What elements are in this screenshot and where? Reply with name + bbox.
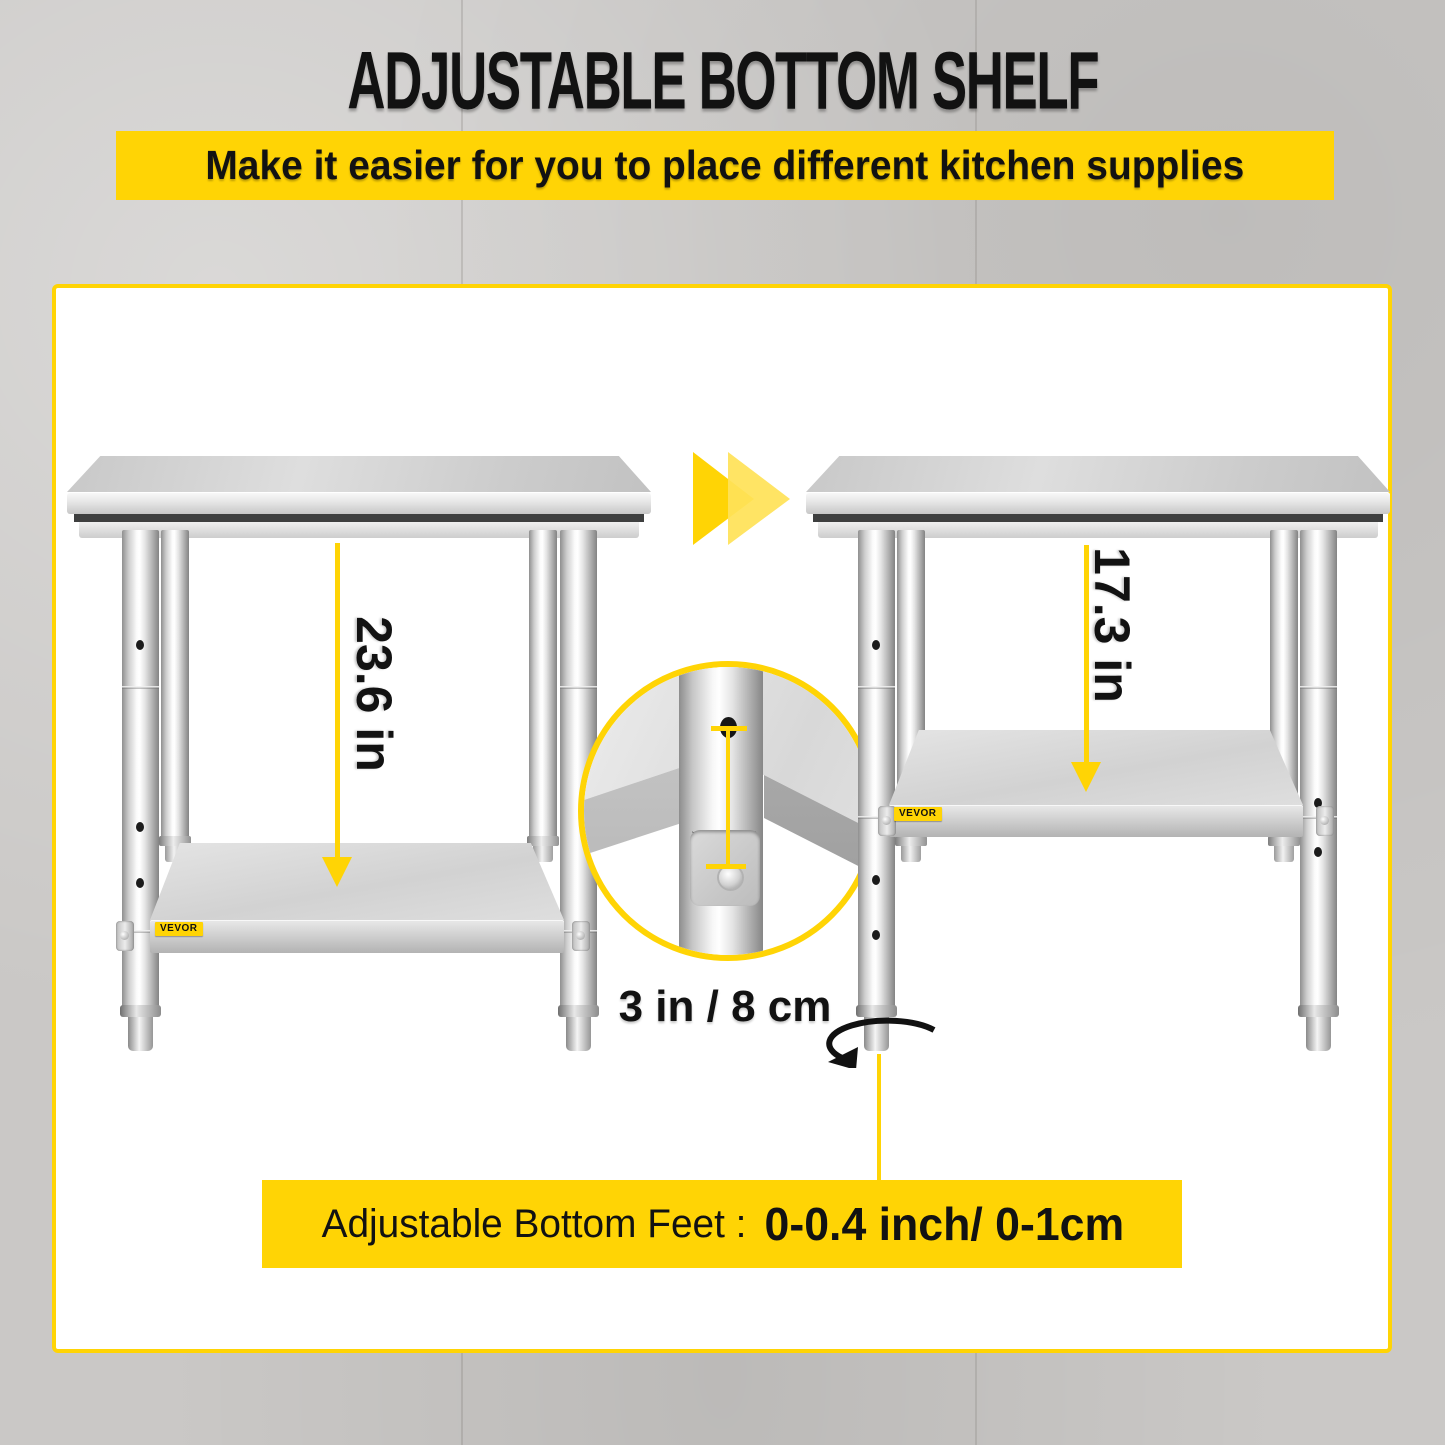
vevor-badge: VEVOR (894, 807, 942, 821)
leg-foot (128, 1017, 153, 1051)
table-leg-back-left (161, 530, 189, 838)
height-label-left: 23.6 in (346, 616, 402, 772)
table-leg-back-right (529, 530, 557, 838)
leg-collar (120, 1005, 161, 1017)
tabletop-trim (813, 514, 1383, 522)
shelf-clamp (116, 921, 134, 951)
height-label-right: 17.3 in (1084, 547, 1140, 703)
inset-gauge-tick-bottom (706, 864, 746, 869)
inset-leg-pole (679, 667, 763, 955)
vevor-badge: VEVOR (155, 922, 203, 936)
leg-collar (895, 836, 927, 846)
adjustment-hole (136, 822, 144, 832)
inset-gauge-line (726, 729, 730, 867)
adjustment-hole (872, 875, 880, 885)
feet-value: 0-0.4 inch/ 0-1cm (764, 1198, 1124, 1250)
inset-gauge-tick-top (711, 726, 747, 731)
leg-foot (901, 846, 921, 862)
adjustment-hole (872, 930, 880, 940)
foot-drop-line (877, 1054, 881, 1182)
tabletop-surface (67, 456, 651, 492)
tabletop-edge (67, 492, 651, 514)
tabletop-trim (74, 514, 644, 522)
page-title: ADJUSTABLE BOTTOM SHELF (347, 35, 1098, 126)
feet-label: Adjustable Bottom Feet : (321, 1201, 747, 1246)
adjustment-hole (1314, 847, 1322, 857)
adjustment-hole (136, 878, 144, 888)
adjustment-hole (872, 640, 880, 650)
bottom-shelf-edge (150, 920, 564, 953)
arrow-down-icon (1071, 762, 1101, 792)
shelf-clamp (1316, 806, 1334, 836)
subtitle-text: Make it easier for you to place different kitchen supplies (205, 142, 1245, 188)
leg-collar (1298, 1005, 1339, 1017)
arrow-down-icon (322, 857, 352, 887)
leg-collar (1268, 836, 1300, 846)
leg-foot (1274, 846, 1294, 862)
tabletop-edge (806, 492, 1390, 514)
page-title-wrap (0, 34, 1445, 126)
rotate-ellipse-icon (812, 1010, 940, 1068)
shelf-clamp (572, 921, 590, 951)
bottom-shelf-surface (150, 843, 564, 920)
double-chevron-right-icon (728, 452, 790, 545)
bottom-shelf-edge (889, 805, 1303, 837)
inset-distance-label: 3 in / 8 cm (618, 982, 832, 1031)
subtitle-banner (116, 131, 1334, 200)
height-arrow-left-line (335, 543, 340, 857)
table-leg-front-right (1300, 530, 1337, 1012)
feet-banner (262, 1180, 1182, 1268)
leg-collar (527, 836, 559, 846)
inset-screw (719, 866, 742, 889)
leg-foot (1306, 1017, 1331, 1051)
adjustment-hole (136, 640, 144, 650)
tabletop-surface (806, 456, 1390, 492)
